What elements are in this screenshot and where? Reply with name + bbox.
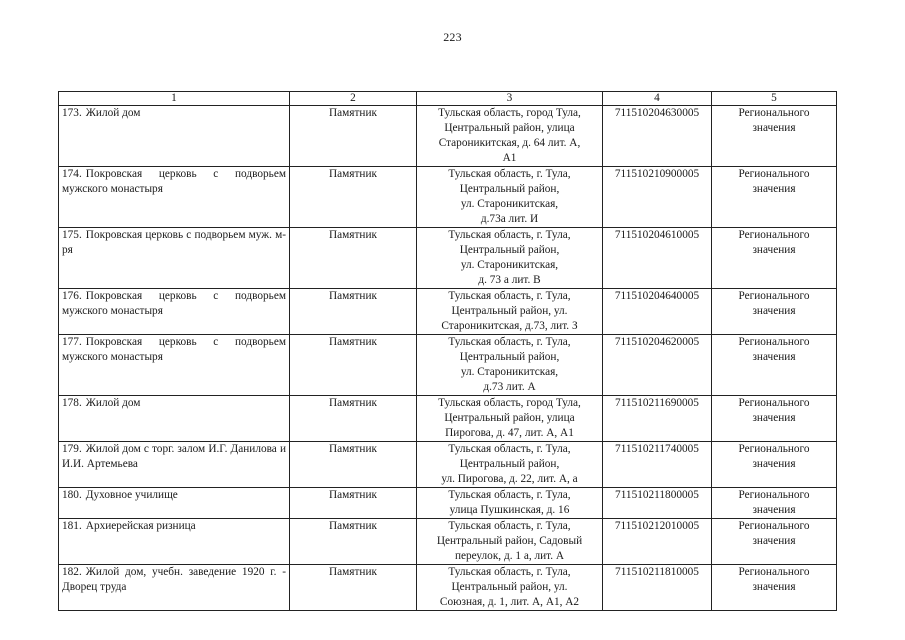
- significance-line: Регионального: [738, 520, 810, 532]
- significance-line: Регионального: [738, 566, 810, 578]
- address-line: Центральный район,: [459, 183, 560, 195]
- address-line: Центральный район, Садовый: [436, 535, 583, 547]
- object-address: [417, 442, 603, 488]
- row-number: 173.: [62, 107, 82, 119]
- object-address: [417, 335, 603, 396]
- object-address: [417, 228, 603, 289]
- table-row: [59, 396, 837, 442]
- column-header: 1: [59, 92, 290, 106]
- object-name-cell: [59, 488, 290, 519]
- registry-code: 711510211740005: [603, 442, 712, 488]
- object-type: Памятник: [290, 565, 417, 611]
- object-name: Жилой дом, учебн. заведение 1920 г. - Дворец труда: [62, 566, 286, 593]
- significance-line: значения: [752, 351, 796, 363]
- significance-line: Регионального: [738, 336, 810, 348]
- address-line: Центральный район, ул.: [451, 305, 568, 317]
- registry-code: 711510204640005: [603, 289, 712, 335]
- significance-line: значения: [752, 122, 796, 134]
- significance-line: Регионального: [738, 168, 810, 180]
- significance: [712, 519, 837, 565]
- table-row: [59, 519, 837, 565]
- significance: [712, 565, 837, 611]
- row-number: 178.: [62, 397, 82, 409]
- row-number: 181.: [62, 520, 82, 532]
- object-type: Памятник: [290, 335, 417, 396]
- address-line: Центральный район, улица: [444, 122, 575, 134]
- table-row: [59, 289, 837, 335]
- address-line: Тульская область, г. Тула,: [448, 229, 571, 241]
- table-header-row: [59, 92, 837, 106]
- address-line: ул. Староникитская,: [460, 198, 559, 210]
- registry-code: 711510204630005: [603, 106, 712, 167]
- table-row: [59, 565, 837, 611]
- significance-line: Регионального: [738, 107, 810, 119]
- significance-line: значения: [752, 183, 796, 195]
- object-name-cell: [59, 565, 290, 611]
- object-name: Покровская церковь с подворьем мужского монастыря: [62, 290, 286, 317]
- object-type: Памятник: [290, 106, 417, 167]
- object-name: Покровская церковь с подворьем мужского монастыря: [62, 168, 286, 195]
- registry-code: 711510211800005: [603, 488, 712, 519]
- row-number: 176.: [62, 290, 82, 302]
- row-number: 182.: [62, 566, 82, 578]
- significance-line: значения: [752, 504, 796, 516]
- object-type: Памятник: [290, 396, 417, 442]
- address-line: ул. Староникитская,: [460, 366, 559, 378]
- address-line: д. 73 а лит. В: [478, 274, 541, 286]
- address-line: ул. Староникитская,: [460, 259, 559, 271]
- object-address: [417, 106, 603, 167]
- address-line: Тульская область, г. Тула,: [448, 290, 571, 302]
- object-name: Жилой дом с торг. залом И.Г. Данилова и И.И. Артемьева: [62, 443, 286, 470]
- object-type: Памятник: [290, 228, 417, 289]
- row-number: 179.: [62, 443, 82, 455]
- object-type: Памятник: [290, 488, 417, 519]
- address-line: Тульская область, г. Тула,: [448, 489, 571, 501]
- table-row: [59, 228, 837, 289]
- address-line: Тульская область, г. Тула,: [448, 168, 571, 180]
- object-name: Духовное училище: [85, 489, 178, 501]
- row-number: 175.: [62, 229, 82, 241]
- object-type: Памятник: [290, 167, 417, 228]
- registry-code: 711510204620005: [603, 335, 712, 396]
- significance: [712, 442, 837, 488]
- address-line: Центральный район,: [459, 458, 560, 470]
- column-header: 2: [290, 92, 417, 106]
- row-number: 177.: [62, 336, 82, 348]
- address-line: Староникитская, д.73, лит. З: [441, 320, 578, 332]
- address-line: переулок, д. 1 а, лит. А: [454, 550, 565, 562]
- significance-line: Регионального: [738, 397, 810, 409]
- significance: [712, 335, 837, 396]
- address-line: Центральный район,: [459, 351, 560, 363]
- significance: [712, 396, 837, 442]
- object-address: [417, 519, 603, 565]
- object-name: Жилой дом: [85, 397, 141, 409]
- address-line: Староникитская, д. 64 лит. А,: [438, 137, 581, 149]
- column-header: 4: [603, 92, 712, 106]
- significance-line: значения: [752, 305, 796, 317]
- address-line: Центральный район, ул.: [451, 581, 568, 593]
- significance: [712, 289, 837, 335]
- registry-code: 711510210900005: [603, 167, 712, 228]
- object-name: Покровская церковь с подворьем мужского монастыря: [62, 336, 286, 363]
- object-name-cell: [59, 519, 290, 565]
- object-address: [417, 167, 603, 228]
- address-line: Тульская область, г. Тула,: [448, 566, 571, 578]
- table-row: [59, 167, 837, 228]
- object-address: [417, 488, 603, 519]
- object-type: Памятник: [290, 442, 417, 488]
- object-address: [417, 565, 603, 611]
- address-line: Тульская область, город Тула,: [438, 107, 581, 119]
- column-header: 5: [712, 92, 837, 106]
- address-line: Центральный район, улица: [444, 412, 575, 424]
- heritage-registry-table: [58, 91, 837, 611]
- significance: [712, 228, 837, 289]
- significance-line: значения: [752, 244, 796, 256]
- registry-code: 711510204610005: [603, 228, 712, 289]
- object-name-cell: [59, 106, 290, 167]
- address-line: Тульская область, г. Тула,: [448, 336, 571, 348]
- significance-line: Регионального: [738, 229, 810, 241]
- object-name-cell: [59, 442, 290, 488]
- row-number: 180.: [62, 489, 82, 501]
- object-name-cell: [59, 289, 290, 335]
- significance-line: значения: [752, 535, 796, 547]
- significance-line: значения: [752, 581, 796, 593]
- address-line: Пирогова, д. 47, лит. А, А1: [445, 427, 574, 439]
- significance-line: Регионального: [738, 290, 810, 302]
- address-line: ул. Пирогова, д. 22, лит. А, а: [441, 473, 578, 485]
- object-type: Памятник: [290, 519, 417, 565]
- significance: [712, 167, 837, 228]
- object-address: [417, 396, 603, 442]
- object-name: Архиерейская ризница: [85, 520, 196, 532]
- registry-code: 711510212010005: [603, 519, 712, 565]
- object-name: Жилой дом: [85, 107, 141, 119]
- table-row: [59, 442, 837, 488]
- significance-line: Регионального: [738, 489, 810, 501]
- object-name-cell: [59, 228, 290, 289]
- row-number: 174.: [62, 168, 82, 180]
- address-line: Тульская область, город Тула,: [438, 397, 581, 409]
- page-number: 223: [443, 30, 462, 44]
- address-line: А1: [502, 152, 517, 164]
- address-line: д.73 лит. А: [483, 381, 536, 393]
- significance-line: значения: [752, 412, 796, 424]
- table-row: [59, 335, 837, 396]
- address-line: улица Пушкинская, д. 16: [449, 504, 570, 516]
- address-line: Союзная, д. 1, лит. А, А1, А2: [439, 596, 580, 608]
- significance-line: значения: [752, 458, 796, 470]
- address-line: д.73а лит. И: [480, 213, 539, 225]
- significance: [712, 488, 837, 519]
- address-line: Тульская область, г. Тула,: [448, 443, 571, 455]
- object-name-cell: [59, 396, 290, 442]
- object-name-cell: [59, 335, 290, 396]
- object-address: [417, 289, 603, 335]
- address-line: Центральный район,: [459, 244, 560, 256]
- registry-code: 711510211690005: [603, 396, 712, 442]
- registry-code: 711510211810005: [603, 565, 712, 611]
- object-name: Покровская церковь с подворьем муж. м-ря: [62, 229, 286, 256]
- address-line: Тульская область, г. Тула,: [448, 520, 571, 532]
- significance: [712, 106, 837, 167]
- object-name-cell: [59, 167, 290, 228]
- table-row: [59, 488, 837, 519]
- table-row: [59, 106, 837, 167]
- significance-line: Регионального: [738, 443, 810, 455]
- column-header: 3: [417, 92, 603, 106]
- object-type: Памятник: [290, 289, 417, 335]
